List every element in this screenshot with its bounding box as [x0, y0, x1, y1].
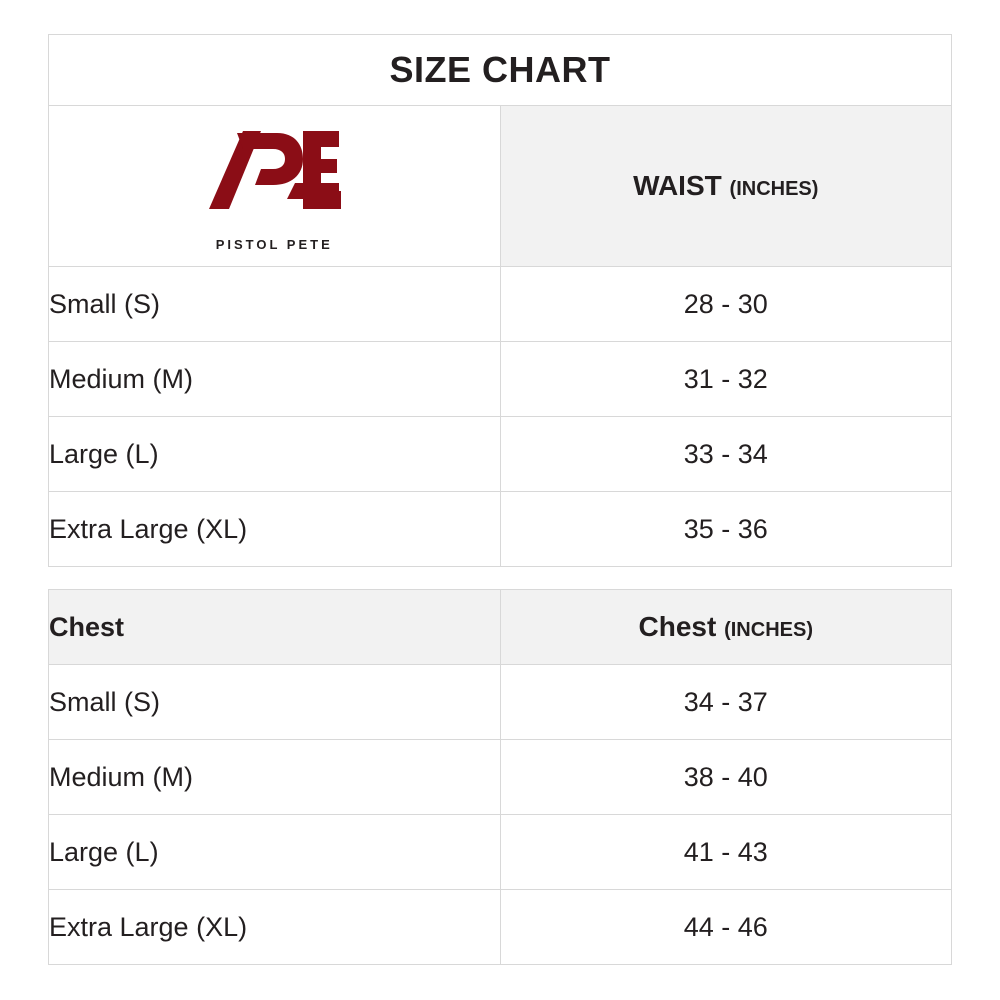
chest-header-row — [49, 590, 952, 665]
waist-size-table — [48, 34, 952, 567]
chest-header-unit: (INCHES) — [724, 619, 813, 641]
size-value: 31 - 32 — [500, 342, 952, 417]
size-value: 44 - 46 — [500, 890, 952, 965]
waist-column-header — [500, 106, 952, 267]
table-divider — [48, 567, 952, 589]
table-row — [49, 890, 952, 965]
chest-row-header: Chest — [49, 590, 501, 665]
waist-header-label: WAIST — [633, 170, 722, 201]
size-value: 28 - 30 — [500, 267, 952, 342]
size-label: Large (L) — [49, 417, 501, 492]
table-row — [49, 665, 952, 740]
table-row — [49, 342, 952, 417]
brand-name: PISTOL PETE — [215, 236, 333, 252]
title-row — [49, 35, 952, 106]
size-label: Medium (M) — [49, 342, 501, 417]
chest-header-label: Chest — [638, 611, 717, 642]
chest-column-header — [500, 590, 952, 665]
size-label: Large (L) — [49, 815, 501, 890]
table-row — [49, 267, 952, 342]
page-title: SIZE CHART — [49, 35, 952, 106]
table-row — [49, 815, 952, 890]
size-value: 35 - 36 — [500, 492, 952, 567]
size-label: Extra Large (XL) — [49, 492, 501, 567]
waist-header-row — [49, 106, 952, 267]
pistol-pete-logo-icon — [199, 121, 349, 231]
size-label: Small (S) — [49, 267, 501, 342]
size-value: 41 - 43 — [500, 815, 952, 890]
size-label: Medium (M) — [49, 740, 501, 815]
size-label: Extra Large (XL) — [49, 890, 501, 965]
chest-size-table — [48, 589, 952, 965]
table-row — [49, 417, 952, 492]
size-value: 38 - 40 — [500, 740, 952, 815]
size-value: 34 - 37 — [500, 665, 952, 740]
brand-logo-cell — [49, 106, 501, 267]
size-value: 33 - 34 — [500, 417, 952, 492]
table-row — [49, 740, 952, 815]
waist-header-unit: (INCHES) — [729, 178, 819, 200]
table-row — [49, 492, 952, 567]
size-label: Small (S) — [49, 665, 501, 740]
